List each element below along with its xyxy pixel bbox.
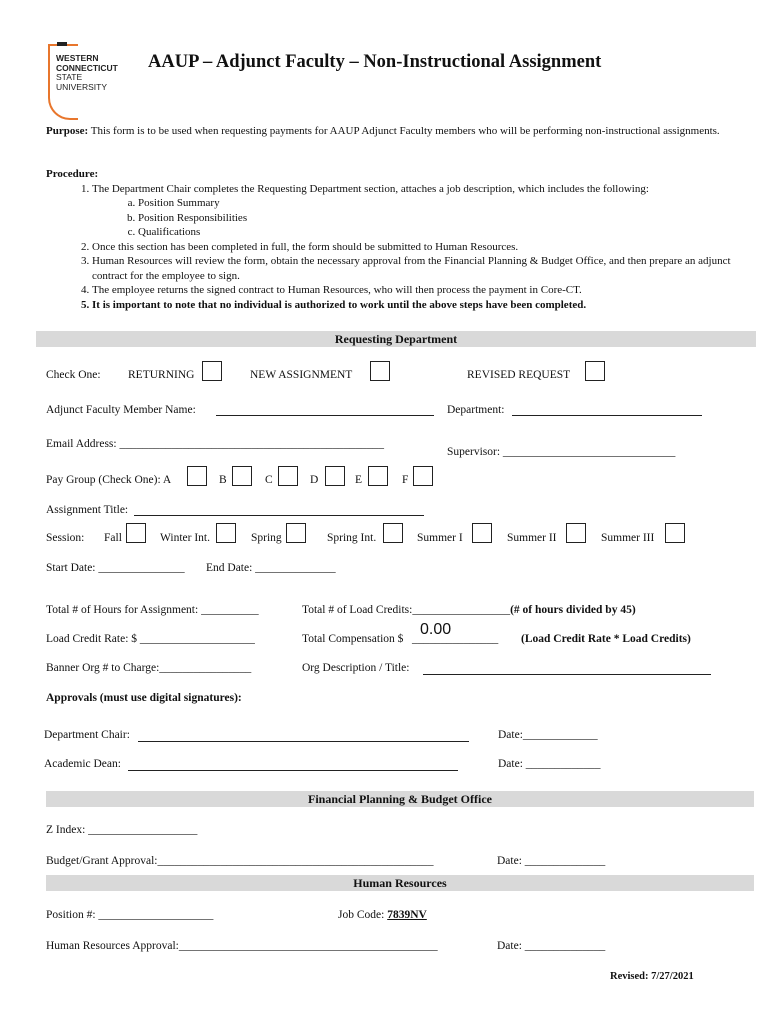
- faculty-name-field[interactable]: [216, 415, 434, 416]
- session-fall-label: Fall: [104, 532, 122, 544]
- department-chair-date[interactable]: Date:_____________: [498, 729, 598, 741]
- pay-group-b-label: B: [219, 474, 227, 486]
- position-number-field[interactable]: Position #: ____________________: [46, 909, 214, 921]
- session-label: Session:: [46, 532, 85, 544]
- assignment-title-field[interactable]: [134, 515, 424, 516]
- procedure-substeps: [92, 196, 736, 240]
- pay-group-d-label: D: [310, 474, 319, 486]
- procedure-step: 1. The Department Chair completes the Requesting Department section, attaches a job description, which includes the following: a. Position Summary b. Position Responsibilities c. Qualifications: [92, 182, 736, 240]
- logo-line-1: WESTERN: [56, 53, 99, 63]
- pay-group-label: Pay Group (Check One): A: [46, 474, 172, 486]
- returning-label: RETURNING: [128, 369, 195, 381]
- hr-approval-field[interactable]: Human Resources Approval:_____________________________________________: [46, 940, 438, 952]
- wcsu-logo: [48, 44, 128, 118]
- total-compensation-row: [302, 633, 403, 645]
- org-description-field[interactable]: [423, 674, 711, 675]
- total-compensation-value: 0.00: [420, 621, 452, 638]
- form-title: AAUP – Adjunct Faculty – Non-Instructional Assignment: [148, 52, 602, 72]
- pay-group-b-checkbox[interactable]: [232, 466, 252, 486]
- human-resources-header: Human Resources: [46, 875, 754, 891]
- department-chair-label: Department Chair:: [44, 729, 130, 741]
- total-compensation-label: Total Compensation $: [302, 633, 404, 645]
- department-chair-signature[interactable]: [138, 741, 469, 742]
- org-description-label: Org Description / Title:: [302, 662, 410, 674]
- pay-group-f-label: F: [402, 474, 409, 486]
- logo-line-4: UNIVERSITY: [56, 81, 108, 92]
- total-compensation-field[interactable]: _______________: [412, 633, 499, 645]
- session-spring-label: Spring: [251, 532, 282, 544]
- assignment-title-label: Assignment Title:: [46, 504, 129, 516]
- revised-request-label: REVISED REQUEST: [467, 369, 571, 381]
- revised-request-checkbox[interactable]: [585, 361, 605, 381]
- session-spring-checkbox[interactable]: [286, 523, 306, 543]
- financial-planning-header: Financial Planning & Budget Office: [46, 791, 754, 807]
- pay-group-e-label: E: [355, 474, 363, 486]
- substep: a. Position Summary: [138, 196, 736, 211]
- session-summer3-checkbox[interactable]: [665, 523, 685, 543]
- session-summer1-checkbox[interactable]: [472, 523, 492, 543]
- procedure-section: [46, 167, 736, 312]
- pay-group-d-checkbox[interactable]: [325, 466, 345, 486]
- budget-grant-approval-field[interactable]: Budget/Grant Approval:________________________________________________: [46, 855, 434, 867]
- academic-dean-signature[interactable]: [128, 770, 458, 771]
- new-assignment-checkbox[interactable]: [370, 361, 390, 381]
- pay-group-f-checkbox[interactable]: [413, 466, 433, 486]
- session-summer3-label: Summer III: [601, 532, 655, 544]
- session-summer2-label: Summer II: [507, 532, 557, 544]
- session-summer2-checkbox[interactable]: [566, 523, 586, 543]
- procedure-steps: [46, 182, 736, 313]
- academic-dean-label: Academic Dean:: [44, 758, 121, 770]
- logo-line-3: STATE: [56, 72, 83, 83]
- procedure-step: 3. Human Resources will review the form, obtain the necessary approval from the Financial Planning & Budget Office, and then prepare an adjunct contract for the employee to sign.: [92, 254, 736, 283]
- total-hours-field[interactable]: Total # of Hours for Assignment: __________: [46, 604, 259, 616]
- procedure-step-important: 5. It is important to note that no individual is authorized to work until the above steps have been completed.: [92, 298, 736, 313]
- end-date-field[interactable]: End Date: ______________: [206, 562, 336, 574]
- faculty-name-label: Adjunct Faculty Member Name:: [46, 404, 196, 416]
- banner-org-field[interactable]: Banner Org # to Charge:________________: [46, 662, 252, 674]
- session-summer1-label: Summer I: [417, 532, 463, 544]
- revised-date: Revised: 7/27/2021: [610, 971, 694, 982]
- purpose-label: Purpose:: [46, 125, 89, 137]
- hr-approval-date[interactable]: Date: ______________: [497, 940, 606, 952]
- pay-group-c-checkbox[interactable]: [278, 466, 298, 486]
- department-label: Department:: [447, 404, 505, 416]
- total-credits-row: [302, 604, 636, 616]
- approvals-label: Approvals (must use digital signatures):: [46, 692, 242, 704]
- job-code-row: [338, 909, 427, 921]
- procedure-step: 2. Once this section has been completed in full, the form should be submitted to Human Resources.: [92, 240, 736, 255]
- substep: b. Position Responsibilities: [138, 211, 736, 226]
- total-credits-field[interactable]: Total # of Load Credits:_________________: [302, 604, 511, 616]
- purpose-section: [46, 124, 736, 139]
- returning-checkbox[interactable]: [202, 361, 222, 381]
- substep: c. Qualifications: [138, 225, 736, 240]
- pay-group-c-label: C: [265, 474, 273, 486]
- academic-dean-date[interactable]: Date: _____________: [498, 758, 601, 770]
- requesting-department-header: Requesting Department: [36, 331, 756, 347]
- session-winter-checkbox[interactable]: [216, 523, 236, 543]
- job-code-value: 7839NV: [387, 909, 427, 921]
- check-one-label: Check One:: [46, 369, 101, 381]
- session-spring-int-checkbox[interactable]: [383, 523, 403, 543]
- department-field[interactable]: [512, 415, 702, 416]
- logo-line-2: CONNECTICUT: [56, 62, 118, 73]
- procedure-step: 4. The employee returns the signed contract to Human Resources, who will then process the payment in Core-CT.: [92, 283, 736, 298]
- supervisor-field[interactable]: Supervisor: ______________________________: [447, 446, 676, 458]
- session-spring-int-label: Spring Int.: [327, 532, 377, 544]
- pay-group-a-checkbox[interactable]: [187, 466, 207, 486]
- email-field[interactable]: Email Address: ______________________________________________: [46, 438, 384, 450]
- start-date-field[interactable]: Start Date: _______________: [46, 562, 185, 574]
- credits-note: (# of hours divided by 45): [510, 604, 636, 616]
- session-fall-checkbox[interactable]: [126, 523, 146, 543]
- session-winter-label: Winter Int.: [160, 532, 210, 544]
- compensation-note: (Load Credit Rate * Load Credits): [521, 633, 691, 645]
- logo-bar: [57, 42, 67, 46]
- z-index-field[interactable]: Z Index: ___________________: [46, 824, 198, 836]
- logo-text: [56, 54, 118, 92]
- pay-group-e-checkbox[interactable]: [368, 466, 388, 486]
- procedure-label: Procedure:: [46, 168, 99, 180]
- new-assignment-label: NEW ASSIGNMENT: [250, 369, 353, 381]
- job-code-label: Job Code:: [338, 909, 385, 921]
- budget-approval-date[interactable]: Date: ______________: [497, 855, 606, 867]
- load-credit-rate-field[interactable]: Load Credit Rate: $ ____________________: [46, 633, 255, 645]
- purpose-text: This form is to be used when requesting payments for AAUP Adjunct Faculty members who will be performing non-instructional assignments.: [90, 125, 720, 137]
